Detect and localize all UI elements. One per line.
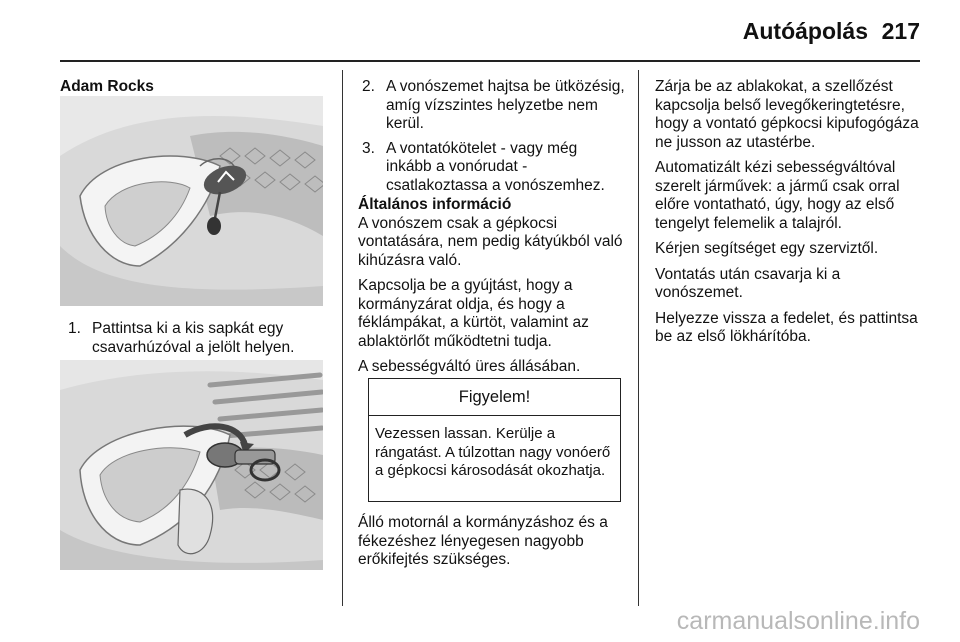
step-number: 2. [362,78,375,95]
paragraph: Kérjen segítséget egy szerviztől. [655,240,879,257]
header-rule [60,60,920,62]
column-divider-1 [342,70,343,606]
warning-text: Vezessen lassan. Kerülje a rángatást. A túlzottan nagy vonóerő a gépkocsi károsodását okozhatja. [375,425,611,479]
paragraph: Automatizált kézi sebességváltóval szerelt járművek: a jármű csak orral előre vontatható, úgy, hogy az első tengelyt felemelik a talajról. [655,159,900,232]
step-number: 1. [68,320,81,337]
paragraph: Vontatás után csavarja ki a vonószemet. [655,265,841,301]
info-heading: Általános információ [358,196,512,213]
info-text: A vonószem csak a gépkocsi vontatására, nem pedig kátyúkból való kihúzásra való. [358,214,623,269]
header-title: Autóápolás [742,18,868,44]
list-item [68,320,328,357]
section-heading: Adam Rocks [60,78,154,95]
step-list-1 [68,320,328,357]
paragraph: Helyezze vissza a fedelet, és pattintsa be az első lökhárítóba. [655,309,918,345]
step-text: A vonószemet hajtsa be ütközésig, amíg vízszintes helyzetbe nem kerül. [386,78,625,132]
page-number: 217 [881,18,920,44]
watermark: carmanualsonline.info [676,607,920,635]
column-divider-2 [638,70,639,606]
figure-tow-eye [60,360,323,570]
paragraph: Zárja be az ablakokat, a szellőzést kapcsolja belső levegőkeringtetésre, hogy a vontató gépkocsi kipufogógáza ne jusson az utastérbe. [655,78,919,151]
step-text: A vontatókötelet - vagy még inkább a vonórudat - csatlakoztassa a vonószemhez. [386,139,605,194]
figure-bumper-cap [60,96,323,306]
warning-box [368,378,621,502]
paragraph: A sebességváltó üres állásában. [358,358,581,375]
warning-title: Figyelem! [369,379,620,416]
step-list-2 [362,78,627,195]
step-text: Pattintsa ki a kis sapkát egy csavarhúzóval a jelölt helyen. [92,320,295,356]
list-item [362,78,627,134]
paragraph: Álló motornál a kormányzáshoz és a fékezéshez lényegesen nagyobb erőkifejtés szükséges. [358,514,608,568]
list-item [362,140,627,196]
paragraph: Kapcsolja be a gyújtást, hogy a kormányzárat oldja, és hogy a féklámpákat, a kürtöt, valamint az ablaktörlőt működtetni tudja. [358,277,589,350]
step-number: 3. [362,139,375,157]
